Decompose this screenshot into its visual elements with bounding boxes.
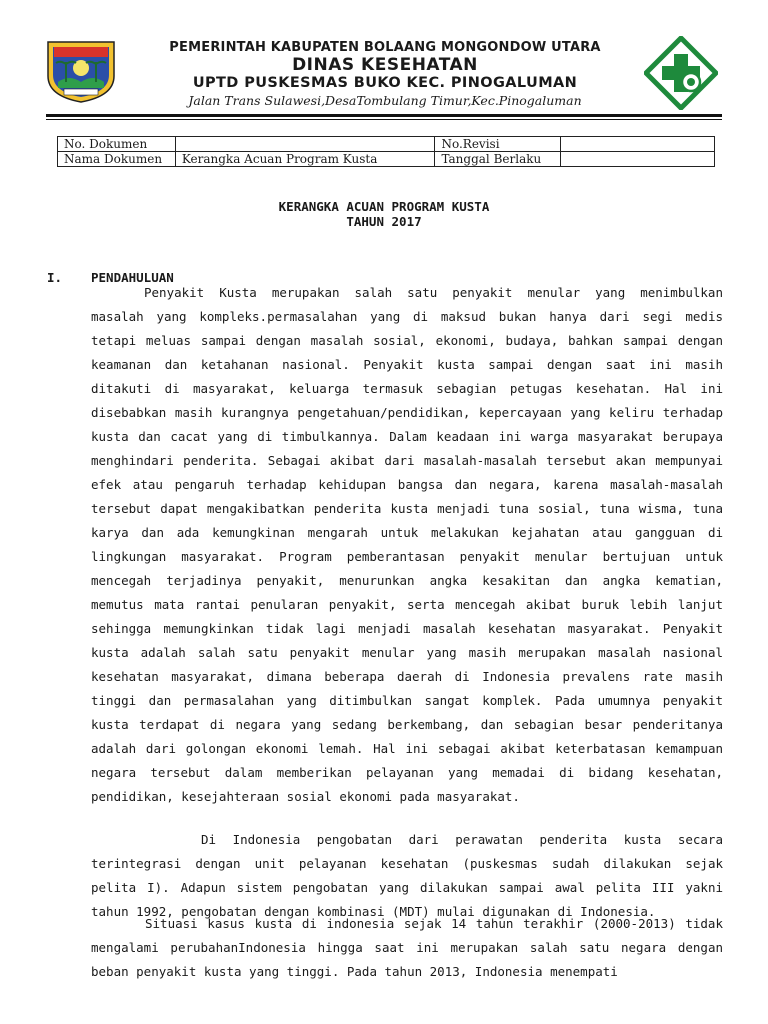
paragraph-3-rest: tidak mengalami perubahanIndonesia hingga saat ini merupakan salah satu negara dengan beban penyakit kusta yang tinggi. Pada tahun 2013, Indonesia menempati bbox=[91, 916, 723, 979]
revision-value bbox=[561, 137, 715, 152]
paragraph-2: Di Indonesia pengobatan dari perawatan penderita kusta secara terintegrasi dengan unit pelayanan kesehatan (puskesmas sudah dilakukan sejak pelita I). Adapun sistem pengobatan yang dilakukan sampai awal pelita III yakni tahun 1992, pengobatan dengan kombinasi (MDT) mulai digunakan di Indonesia. bbox=[91, 832, 723, 919]
paragraph-3 bbox=[91, 912, 723, 984]
revision-label: No.Revisi bbox=[435, 137, 561, 152]
letterhead-rule-thick bbox=[46, 114, 722, 117]
document-title: KERANGKA ACUAN PROGRAM KUSTA bbox=[278, 199, 490, 214]
doc-number-label: No. Dokumen bbox=[58, 137, 176, 152]
doc-name-label: Nama Dokumen bbox=[58, 152, 176, 167]
section-number: I. bbox=[47, 270, 63, 285]
section-heading: PENDAHULUAN bbox=[91, 270, 174, 285]
address: Jalan Trans Sulawesi,DesaTombulang Timur,Kec.Pinogaluman bbox=[188, 93, 582, 108]
document-year: TAHUN 2017 bbox=[346, 214, 422, 229]
paragraph-1: Penyakit Kusta merupakan salah satu penyakit menular yang menimbulkan masalah yang kompleks.permasalahan yang di maksud bukan hanya dari segi medis tetapi meluas sampai dengan masalah sosial, ekonomi, budaya, bahkan sampai dengan keamanan dan ketahanan nasional. Penyakit kusta sampai dengan saat ini masih ditakuti di masyarakat, keluarga termasuk sebagian petugas kesehatan. Hal ini disebabkan masih kurangnya pengetahuan/pendidikan, kepercayaan yang keliru terhadap kusta dan cacat yang di timbulkannya. Dalam keadaan ini warga masyarakat berupaya menghindari penderita. Sebagai akibat dari masalah-masalah tersebut akan mempunyai efek atau pengaruh terhadap kehidupan bangsa dan negara, karena masalah-masalah tersebut dapat mengakibatkan penderita kusta menjadi tuna sosial, tuna wisma, tuna karya dan ada kemungkinan mengarah untuk melakukan kejahatan atau gangguan di lingkungan masyarakat. Program pemberantasan penyakit menular bertujuan untuk mencegah terjadinya penyakit, menurunkan angka kesakitan dan angka kematian, memutus mata rantai penularan penyakit, serta mencegah akibat buruk lebih lanjut sehingga memungkinkan tidak lagi menjadi masalah kesehatan masyarakat. Penyakit kusta adalah salah satu penyakit menular yang masih merupakan masalah nasional kesehatan masyarakat, dimana beberapa daerah di Indonesia prevalens rate masih tinggi dan permasalahan yang ditimbulkan sangat komplek. Pada umumnya penyakit kusta terdapat di negara yang sedang berkembang, dan sebagian besar penderitanya adalah dari golongan ekonomi lemah. Hal ini sebagai akibat keterbatasan kemampuan negara tersebut dalam memberikan pelayanan yang memadai di bidang kesehatan, pendidikan, kesejahteraan sosial ekonomi pada masyarakat. bbox=[91, 285, 723, 804]
doc-name-value: Kerangka Acuan Program Kusta bbox=[175, 152, 435, 167]
department-name: DINAS KESEHATAN bbox=[292, 55, 478, 75]
puskesmas-logo-icon bbox=[644, 36, 718, 110]
government-name: PEMERINTAH KABUPATEN BOLAANG MONGONDOW UTARA bbox=[169, 40, 601, 55]
effective-date-label: Tanggal Berlaku bbox=[435, 152, 561, 167]
table-row bbox=[58, 137, 715, 152]
regency-coat-of-arms-icon bbox=[44, 38, 118, 104]
paragraph-3-lead: Situasi kasus kusta di indonesia sejak 14 tahun terakhir (2000-2013) bbox=[145, 916, 676, 931]
table-row bbox=[58, 152, 715, 167]
unit-name: UPTD PUSKESMAS BUKO KEC. PINOGALUMAN bbox=[192, 75, 578, 91]
doc-number-value bbox=[175, 137, 435, 152]
letterhead-rule-thin bbox=[46, 119, 722, 120]
effective-date-value bbox=[561, 152, 715, 167]
document-info-table bbox=[57, 136, 715, 167]
